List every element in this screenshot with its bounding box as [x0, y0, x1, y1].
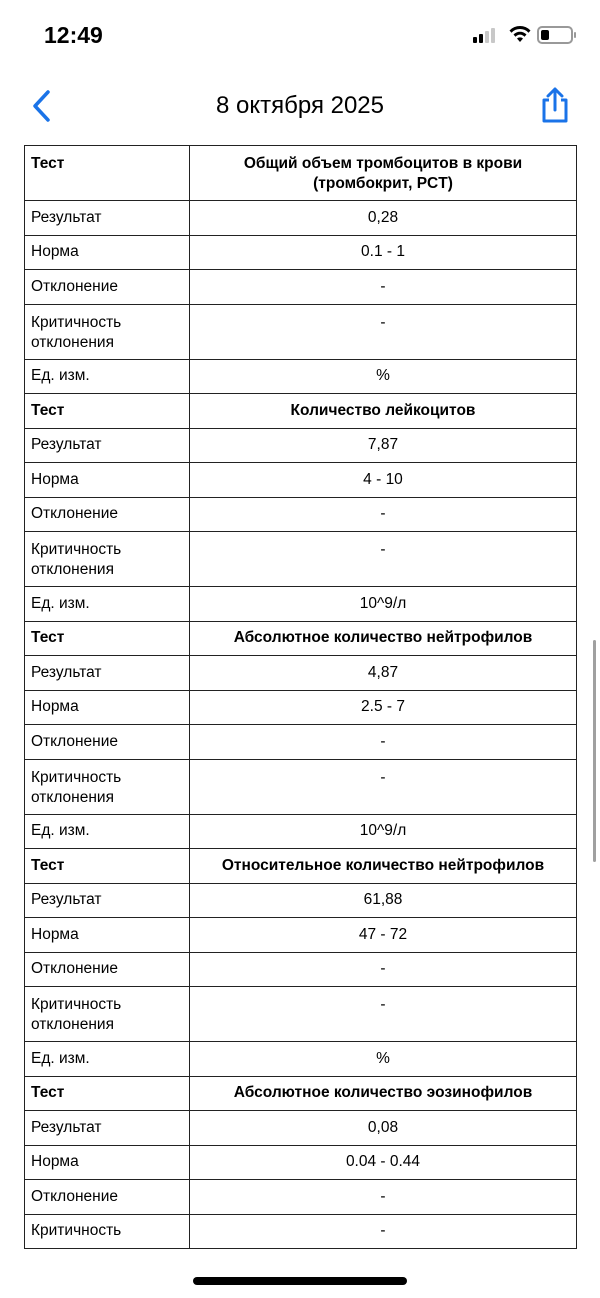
- unit-row: [25, 359, 577, 394]
- criticality-value: -: [190, 532, 577, 587]
- test-name-row: [25, 146, 577, 201]
- norm-row: [25, 235, 577, 270]
- test-name-row: [25, 1076, 577, 1111]
- criticality-value: -: [190, 1214, 577, 1249]
- result-label: Результат: [25, 1111, 190, 1146]
- unit-value: 10^9/л: [190, 814, 577, 849]
- norm-row: [25, 690, 577, 725]
- result-label: Результат: [25, 428, 190, 463]
- criticality-label: Критичность: [25, 1214, 190, 1249]
- test-name-label: Тест: [25, 1076, 190, 1111]
- test-name-label: Тест: [25, 146, 190, 201]
- test-name-row: [25, 394, 577, 429]
- result-row: [25, 883, 577, 918]
- deviation-row: [25, 725, 577, 760]
- test-name-value: Количество лейкоцитов: [190, 394, 577, 429]
- norm-label: Норма: [25, 690, 190, 725]
- results-table: [24, 145, 577, 1249]
- norm-label: Норма: [25, 463, 190, 498]
- criticality-row: [25, 304, 577, 359]
- status-bar: [0, 0, 600, 70]
- deviation-value: -: [190, 1180, 577, 1215]
- deviation-value: -: [190, 270, 577, 305]
- result-label: Результат: [25, 883, 190, 918]
- norm-label: Норма: [25, 1145, 190, 1180]
- result-row: [25, 428, 577, 463]
- unit-label: Ед. изм.: [25, 814, 190, 849]
- results-scroll-area[interactable]: [0, 145, 600, 1250]
- result-value: 4,87: [190, 656, 577, 691]
- criticality-label: Критичность отклонения: [25, 304, 190, 359]
- criticality-label: Критичность отклонения: [25, 759, 190, 814]
- criticality-value: -: [190, 304, 577, 359]
- result-label: Результат: [25, 656, 190, 691]
- battery-icon: [537, 26, 573, 44]
- norm-value: 2.5 - 7: [190, 690, 577, 725]
- test-name-label: Тест: [25, 849, 190, 884]
- test-name-value: Абсолютное количество нейтрофилов: [190, 621, 577, 656]
- result-value: 7,87: [190, 428, 577, 463]
- criticality-value: -: [190, 759, 577, 814]
- unit-value: %: [190, 359, 577, 394]
- test-name-value: Абсолютное количество эозинофилов: [190, 1076, 577, 1111]
- deviation-label: Отклонение: [25, 270, 190, 305]
- norm-value: 47 - 72: [190, 918, 577, 953]
- unit-row: [25, 587, 577, 622]
- deviation-row: [25, 952, 577, 987]
- norm-row: [25, 918, 577, 953]
- result-row: [25, 1111, 577, 1146]
- home-indicator[interactable]: [193, 1277, 407, 1285]
- deviation-label: Отклонение: [25, 952, 190, 987]
- deviation-value: -: [190, 497, 577, 532]
- wifi-icon: [508, 24, 532, 44]
- criticality-row: [25, 987, 577, 1042]
- criticality-row: [25, 759, 577, 814]
- result-value: 0,28: [190, 201, 577, 236]
- criticality-row: [25, 1214, 577, 1249]
- criticality-label: Критичность отклонения: [25, 532, 190, 587]
- cellular-signal-icon: [473, 28, 495, 43]
- norm-row: [25, 463, 577, 498]
- test-name-value: Общий объем тромбоцитов в крови (тромбокрит, PCT): [190, 146, 577, 201]
- unit-label: Ед. изм.: [25, 1042, 190, 1077]
- test-name-row: [25, 621, 577, 656]
- norm-label: Норма: [25, 235, 190, 270]
- test-name-label: Тест: [25, 621, 190, 656]
- unit-value: %: [190, 1042, 577, 1077]
- norm-value: 0.1 - 1: [190, 235, 577, 270]
- test-name-label: Тест: [25, 394, 190, 429]
- page-title: 8 октября 2025: [216, 92, 384, 119]
- criticality-label: Критичность отклонения: [25, 987, 190, 1042]
- norm-row: [25, 1145, 577, 1180]
- share-icon[interactable]: [539, 86, 571, 124]
- test-name-row: [25, 849, 577, 884]
- norm-value: 0.04 - 0.44: [190, 1145, 577, 1180]
- norm-value: 4 - 10: [190, 463, 577, 498]
- unit-row: [25, 1042, 577, 1077]
- deviation-value: -: [190, 725, 577, 760]
- unit-row: [25, 814, 577, 849]
- norm-label: Норма: [25, 918, 190, 953]
- status-time: 12:49: [44, 22, 103, 48]
- test-name-value: Относительное количество нейтрофилов: [190, 849, 577, 884]
- deviation-value: -: [190, 952, 577, 987]
- unit-label: Ед. изм.: [25, 359, 190, 394]
- scrollbar[interactable]: [593, 640, 596, 862]
- deviation-label: Отклонение: [25, 1180, 190, 1215]
- criticality-row: [25, 532, 577, 587]
- deviation-label: Отклонение: [25, 725, 190, 760]
- result-value: 61,88: [190, 883, 577, 918]
- deviation-row: [25, 1180, 577, 1215]
- result-label: Результат: [25, 201, 190, 236]
- deviation-label: Отклонение: [25, 497, 190, 532]
- deviation-row: [25, 270, 577, 305]
- result-row: [25, 656, 577, 691]
- unit-value: 10^9/л: [190, 587, 577, 622]
- unit-label: Ед. изм.: [25, 587, 190, 622]
- result-row: [25, 201, 577, 236]
- navigation-bar: [0, 80, 600, 130]
- deviation-row: [25, 497, 577, 532]
- criticality-value: -: [190, 987, 577, 1042]
- result-value: 0,08: [190, 1111, 577, 1146]
